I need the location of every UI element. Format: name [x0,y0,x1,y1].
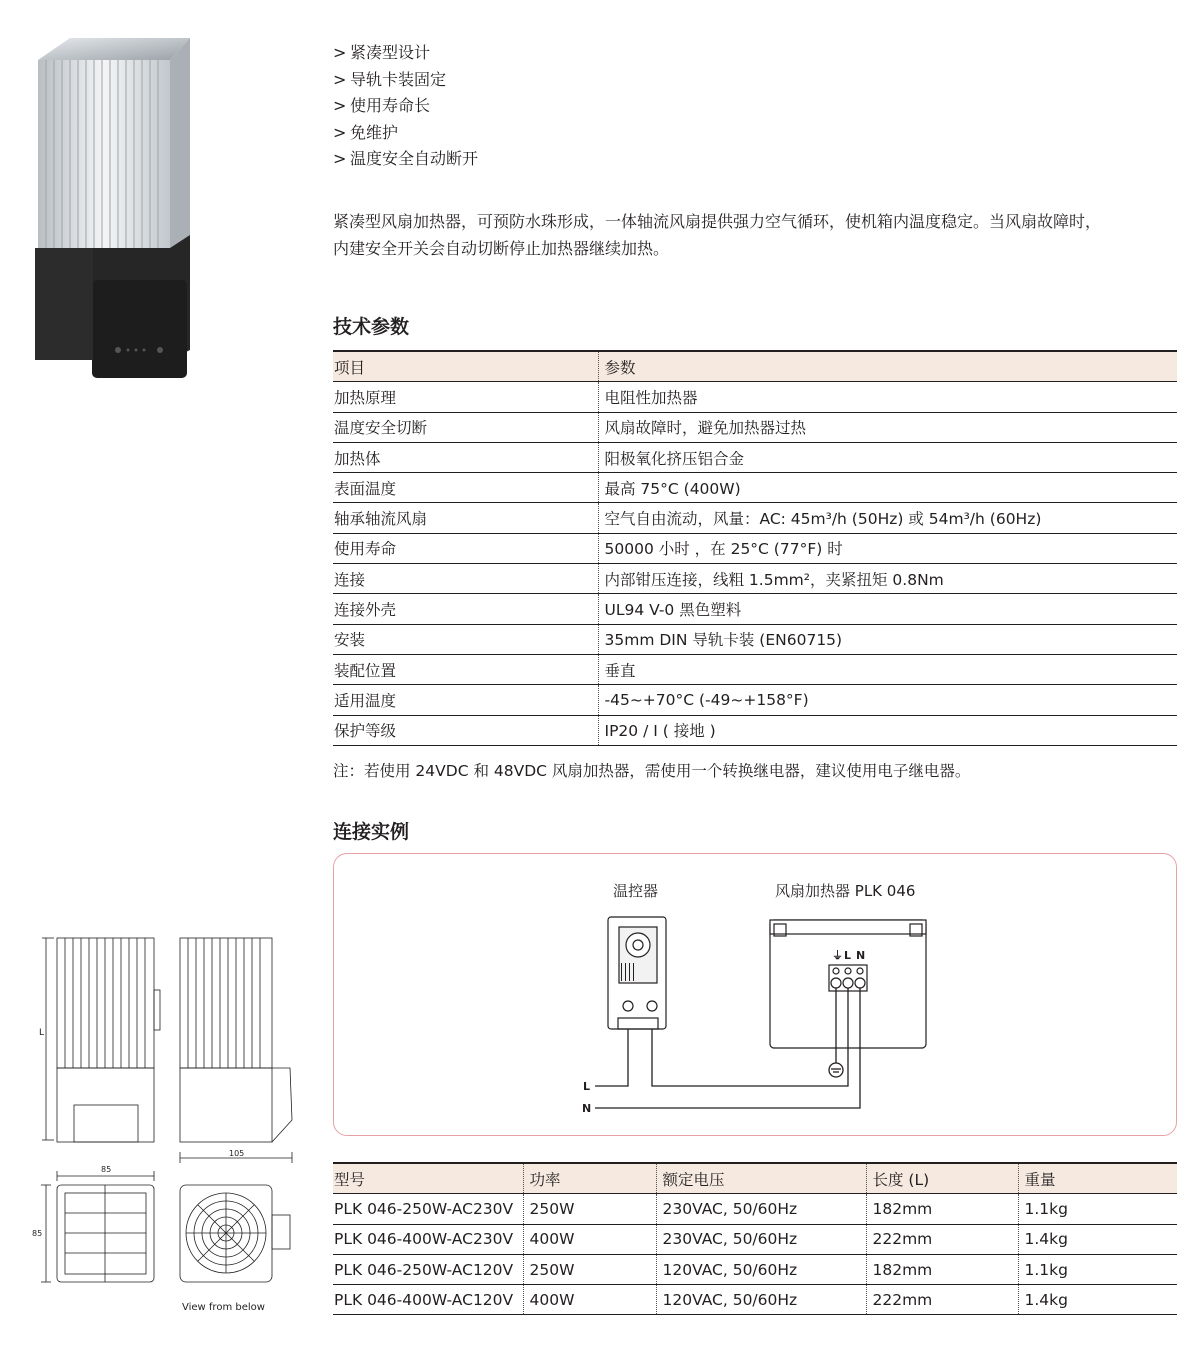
feature-item [333,40,478,67]
table-cell: 表面温度 [333,473,598,503]
table-cell: UL94 V-0 黑色塑料 [598,594,1177,624]
table-cell: PLK 046-250W-AC120V [333,1254,523,1284]
connection-section-title: 连接实例 [333,821,410,843]
neutral-label: N [582,1102,592,1115]
table-cell: 适用温度 [333,685,598,715]
arrow-marker: > [333,96,347,116]
table-row [333,412,1177,442]
table-cell: 1.1kg [1018,1194,1177,1224]
feature-item [333,120,478,147]
table-cell: 电阻性加热器 [598,382,1177,412]
table-cell: 保护等级 [333,715,598,745]
table-cell: 使用寿命 [333,533,598,563]
table-cell: 120VAC, 50/60Hz [656,1285,866,1315]
arrow-marker: > [333,43,347,62]
table-cell: 功率 [523,1163,656,1194]
table-cell: 222mm [866,1285,1018,1315]
table-cell: IP20 / I ( 接地 ) [598,715,1177,745]
table-cell: 230VAC, 50/60Hz [656,1194,866,1224]
line-label: L [583,1080,591,1093]
spec-header-item: 项目 [333,351,598,382]
feature-text: 免维护 [350,122,399,142]
description-line: 紧凑型风扇加热器，可预防水珠形成，一体轴流风扇提供强力空气循环，使机箱内温度稳定。当风扇故障时， [333,212,1102,231]
spec-header-param: 参数 [598,351,1177,382]
arrow-marker: > [333,149,347,169]
depth-dimension-label: 105 [229,1149,245,1158]
table-cell: 空气自由流动，风量：AC: 45m³/h (50Hz) 或 54m³/h (60Hz) [598,503,1177,533]
table-cell: 250W [523,1254,656,1284]
spec-table [333,350,1177,746]
feature-text: 导轨卡装固定 [350,69,447,89]
table-row [333,382,1177,412]
height-dimension-label: 85 [32,1229,43,1238]
arrow-marker: > [333,122,347,142]
heater-label: 风扇加热器 PLK 046 [775,882,916,900]
table-cell: PLK 046-400W-AC230V [333,1224,523,1254]
table-row [333,533,1177,563]
dimension-drawing [30,930,300,1315]
table-cell: 250W [523,1194,656,1224]
connection-diagram [333,853,1177,1136]
thermostat-icon [608,917,666,1029]
product-description [333,208,1183,262]
table-row [333,1224,1177,1254]
table-cell: 最高 75°C (400W) [598,473,1177,503]
table-cell: 182mm [866,1194,1018,1224]
table-cell: 轴承轴流风扇 [333,503,598,533]
table-row [333,685,1177,715]
feature-text: 温度安全自动断开 [350,149,479,169]
table-row [333,715,1177,745]
table-cell: 额定电压 [656,1163,866,1194]
table-cell: 1.4kg [1018,1285,1177,1315]
table-cell: 重量 [1018,1163,1177,1194]
tech-section-title: 技术参数 [333,316,410,338]
table-cell: 阳极氧化挤压铝合金 [598,442,1177,472]
table-cell: 温度安全切断 [333,412,598,442]
width-dimension-label: 85 [101,1165,112,1174]
table-cell: 222mm [866,1224,1018,1254]
feature-text: 紧凑型设计 [350,43,431,62]
table-cell: 长度 (L) [866,1163,1018,1194]
feature-list [333,40,478,173]
table-cell: 400W [523,1285,656,1315]
earth-terminal-label: ⏚ [832,949,843,962]
table-row [333,442,1177,472]
view-caption: View from below [182,1302,265,1313]
table-cell: 加热原理 [333,382,598,412]
table-row [333,503,1177,533]
table-row [333,1194,1177,1224]
thermostat-label: 温控器 [613,882,659,900]
table-row [333,564,1177,594]
table-cell: 连接外壳 [333,594,598,624]
arrow-marker: > [333,69,347,89]
feature-text: 使用寿命长 [350,96,431,116]
line-terminal-label: L [844,949,852,962]
length-dimension-label: L [39,1028,45,1038]
model-table [333,1162,1177,1315]
feature-item [333,67,478,94]
neutral-terminal-label: N [856,949,866,962]
table-cell: 安装 [333,624,598,654]
table-cell: 1.1kg [1018,1254,1177,1284]
table-cell: 风扇故障时，避免加热器过热 [598,412,1177,442]
table-row [333,473,1177,503]
table-cell: 垂直 [598,654,1177,684]
table-cell: 35mm DIN 导轨卡装 (EN60715) [598,624,1177,654]
table-cell: 230VAC, 50/60Hz [656,1224,866,1254]
table-cell: 连接 [333,564,598,594]
table-cell: 120VAC, 50/60Hz [656,1254,866,1284]
table-cell: 加热体 [333,442,598,472]
table-cell: 内部钳压连接，线粗 1.5mm²，夹紧扭矩 0.8Nm [598,564,1177,594]
table-row [333,594,1177,624]
table-cell: 50000 小时 ，在 25°C (77°F) 时 [598,533,1177,563]
table-cell: PLK 046-250W-AC230V [333,1194,523,1224]
table-row [333,1285,1177,1315]
product-photo [30,30,200,378]
table-cell: 400W [523,1224,656,1254]
table-cell: 182mm [866,1254,1018,1284]
table-row [333,654,1177,684]
description-line: 内建安全开关会自动切断停止加热器继续加热。 [333,239,670,258]
table-cell: -45~+70°C (-49~+158°F) [598,685,1177,715]
table-cell: PLK 046-400W-AC120V [333,1285,523,1315]
table-cell: 型号 [333,1163,523,1194]
table-row [333,1254,1177,1284]
spec-note: 注：若使用 24VDC 和 48VDC 风扇加热器，需使用一个转换继电器，建议使用电子继电器。 [333,762,971,780]
table-cell: 1.4kg [1018,1224,1177,1254]
feature-item [333,93,478,120]
spec-header-row [333,351,1177,382]
table-row [333,624,1177,654]
feature-item [333,146,478,173]
model-header-row [333,1163,1177,1194]
table-cell: 装配位置 [333,654,598,684]
